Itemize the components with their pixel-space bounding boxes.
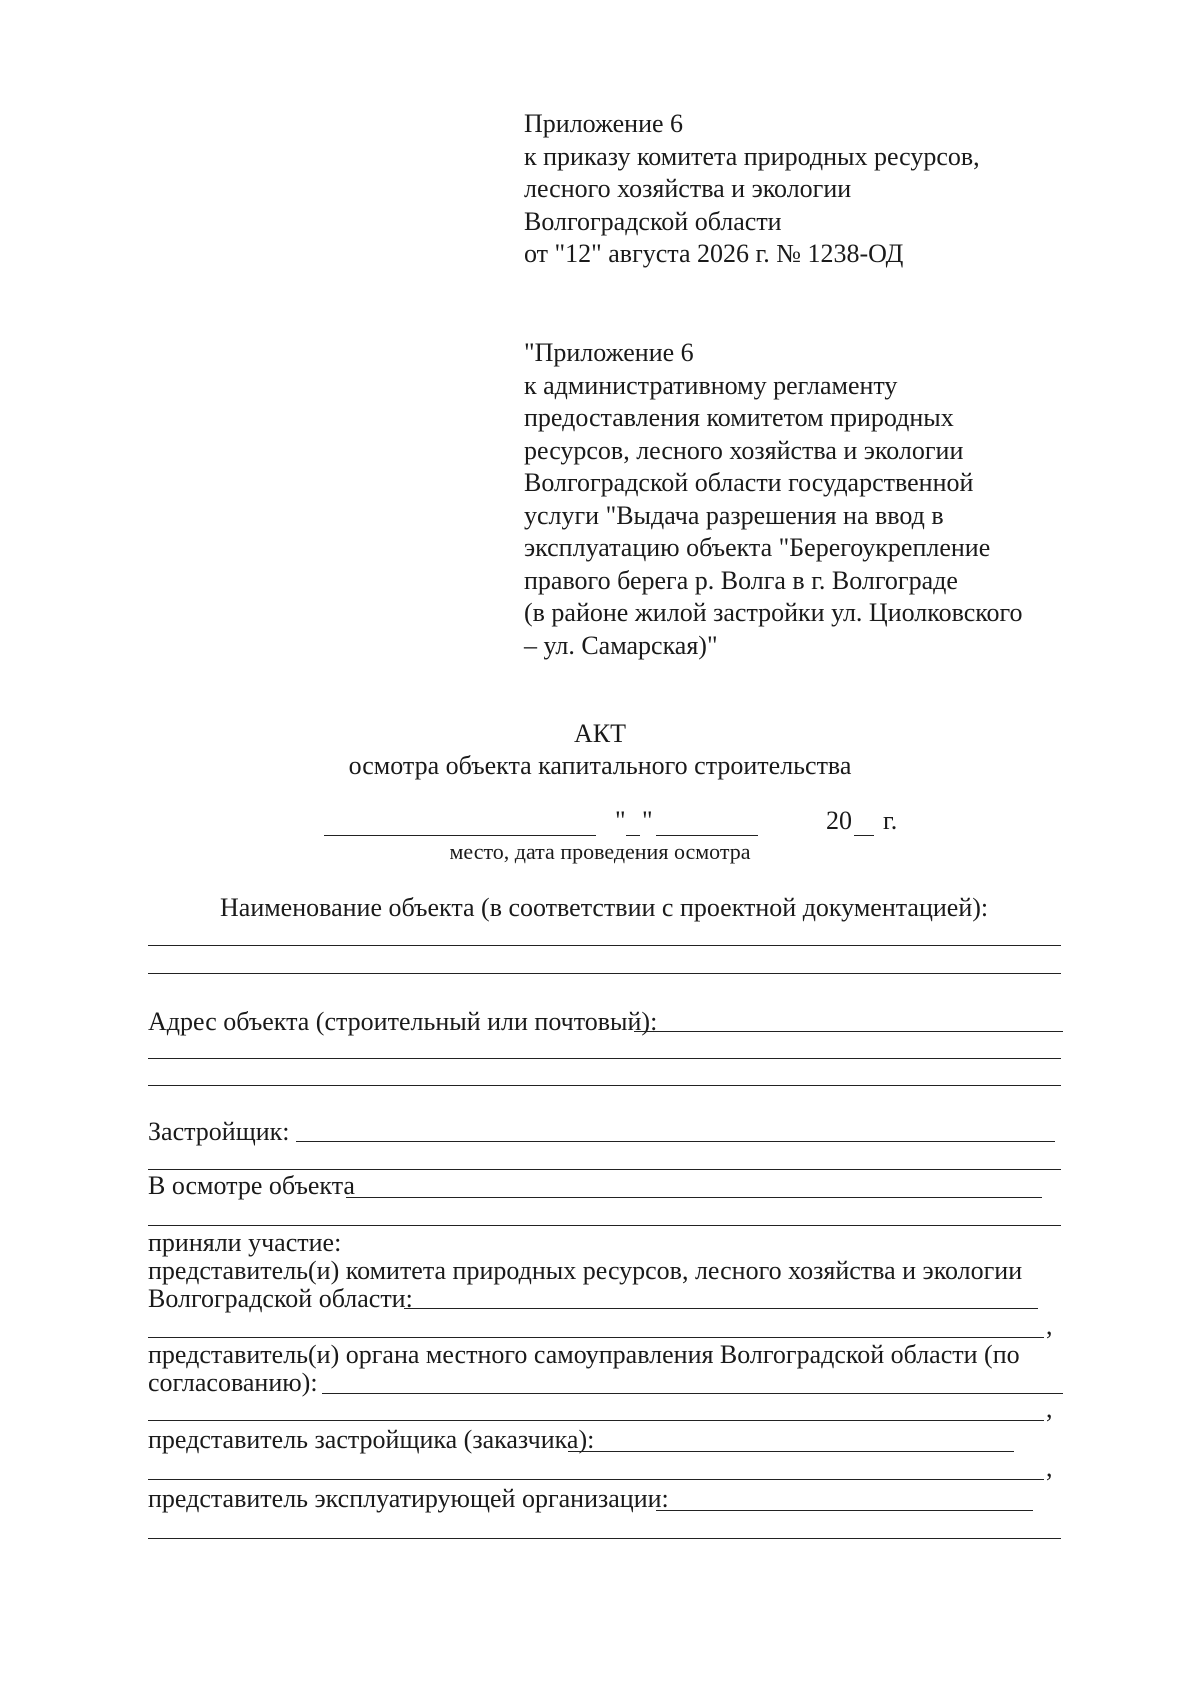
appendix-regulation-line: услуги "Выдача разрешения на ввод в (524, 500, 944, 530)
developer-rep-line[interactable] (148, 1479, 1044, 1480)
local-gov-rep-label: представитель(и) органа местного самоуправления Волгоградской области (по (148, 1340, 1020, 1369)
comma: , (1046, 1394, 1053, 1423)
appendix-regulation-line: Волгоградской области государственной (524, 468, 974, 497)
appendix-regulation-header (524, 337, 1084, 662)
address-line[interactable] (148, 1058, 1061, 1059)
object-name-line[interactable] (148, 945, 1061, 946)
inspection-blank[interactable] (346, 1197, 1042, 1198)
act-title: АКТ (574, 719, 626, 748)
appendix-regulation-line: предоставления комитетом природных (524, 403, 954, 432)
inspection-line[interactable] (148, 1225, 1061, 1226)
address-label: Адрес объекта (строительный или почтовый): (148, 1007, 658, 1036)
address-line[interactable] (148, 1085, 1061, 1086)
developer-label: Застройщик: (148, 1117, 290, 1146)
inspection-label: В осмотре объекта (148, 1171, 355, 1200)
place-date-row (324, 808, 904, 840)
place-blank[interactable] (324, 835, 596, 836)
developer-line[interactable] (148, 1169, 1061, 1170)
day-blank[interactable] (626, 835, 640, 836)
appendix-order-line: лесного хозяйства и экологии (524, 174, 852, 203)
appendix-order-line: к приказу комитета природных ресурсов, (524, 141, 980, 171)
place-date-caption: место, дата проведения осмотра (449, 839, 751, 864)
object-name-line[interactable] (148, 973, 1061, 974)
committee-rep-label: представитель(и) комитета природных ресурсов, лесного хозяйства и экологии (148, 1256, 1023, 1285)
date-quote-close: " (642, 806, 653, 835)
appendix-regulation-line: ресурсов, лесного хозяйства и экологии (524, 435, 964, 465)
participants-label: приняли участие: (148, 1228, 342, 1257)
address-blank[interactable] (634, 1031, 1063, 1032)
date-year-prefix: 20 (826, 806, 852, 835)
date-year-suffix: г. (883, 806, 898, 835)
appendix-order-line: Волгоградской области (524, 206, 782, 236)
comma: , (1046, 1453, 1053, 1482)
appendix-regulation-line: (в районе жилой застройки ул. Циолковского (524, 598, 1023, 627)
year-blank[interactable] (854, 835, 874, 836)
operator-rep-line[interactable] (148, 1538, 1061, 1539)
operator-rep-label: представитель эксплуатирующей организации: (148, 1484, 669, 1513)
committee-rep-blank[interactable] (404, 1308, 1038, 1309)
developer-rep-label: представитель застройщика (заказчика): (148, 1425, 595, 1454)
act-subtitle: осмотра объекта капитального строительства (348, 751, 852, 780)
developer-rep-blank[interactable] (568, 1451, 1014, 1452)
operator-rep-blank[interactable] (656, 1510, 1033, 1511)
appendix-regulation-line: эксплуатацию объекта "Берегоукрепление (524, 533, 991, 562)
committee-rep-line[interactable] (148, 1337, 1044, 1338)
comma: , (1046, 1311, 1053, 1340)
local-gov-rep-line[interactable] (148, 1420, 1044, 1421)
appendix-regulation-line: "Приложение 6 (524, 338, 694, 367)
appendix-order-date-line: от "12" августа 2026 г. № 1238-ОД (524, 239, 904, 268)
object-name-label: Наименование объекта (в соответствии с проектной документацией): (220, 893, 989, 922)
month-blank[interactable] (656, 835, 758, 836)
appendix-order-header (524, 108, 1084, 271)
appendix-regulation-line: к административному регламенту (524, 370, 898, 400)
date-quote-open: " (615, 806, 626, 835)
appendix-regulation-line: – ул. Самарская)" (524, 630, 718, 660)
local-gov-rep-label-cont: согласованию): (148, 1368, 318, 1397)
local-gov-rep-blank[interactable] (322, 1393, 1063, 1394)
appendix-order-line: Приложение 6 (524, 109, 684, 138)
appendix-regulation-line: правого берега р. Волга в г. Волгограде (524, 565, 958, 595)
developer-blank[interactable] (296, 1141, 1055, 1142)
committee-rep-label-cont: Волгоградской области: (148, 1284, 413, 1313)
